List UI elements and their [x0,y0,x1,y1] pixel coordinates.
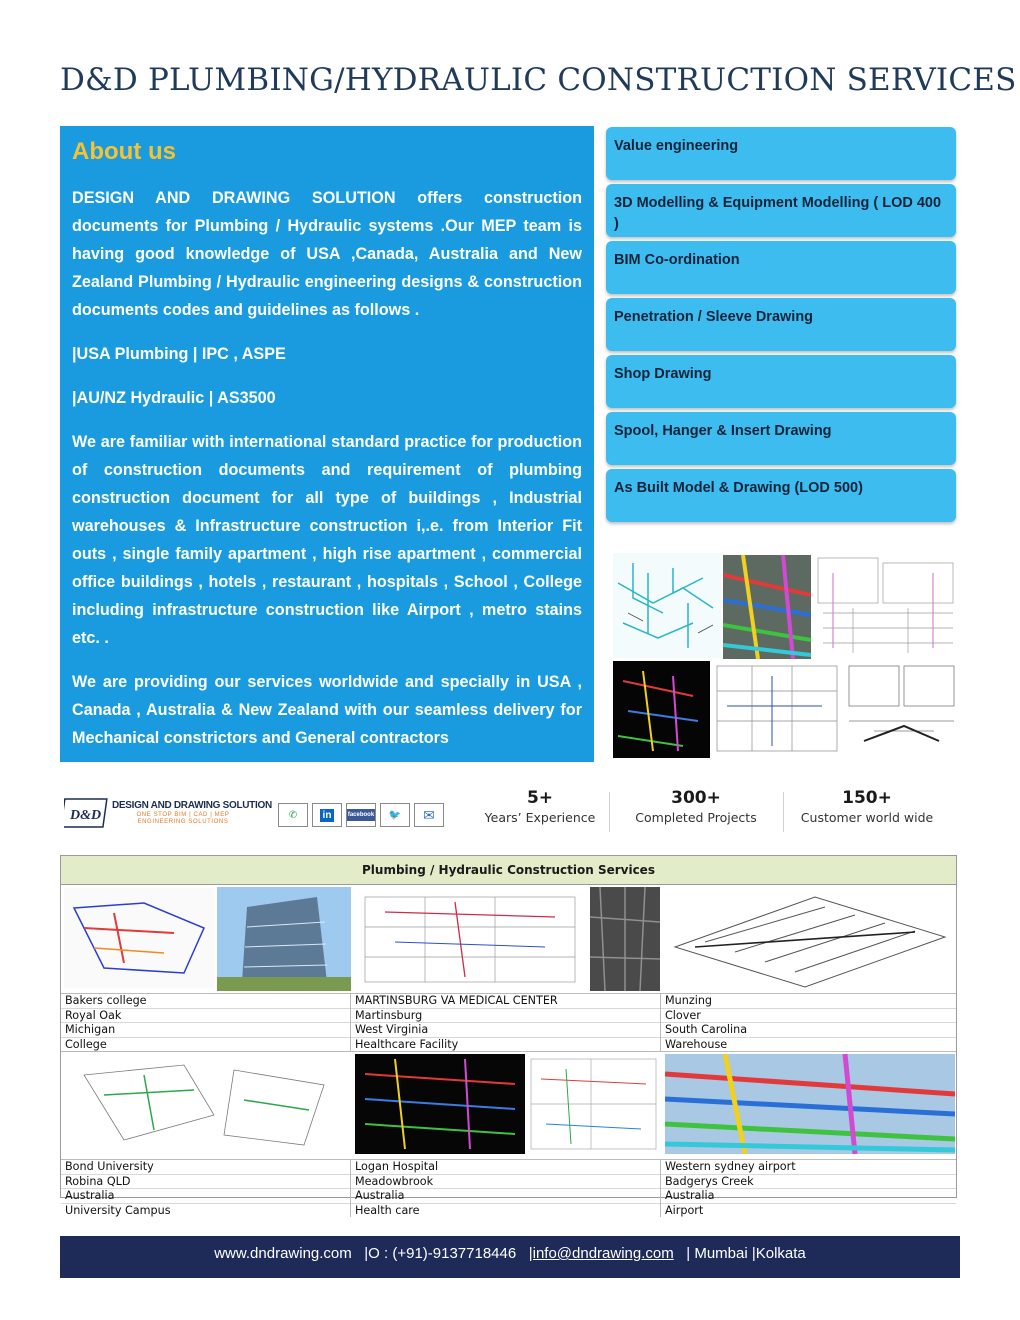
project-region: South Carolina [661,1023,956,1038]
project-city: Badgerys Creek [661,1175,956,1190]
email-icon[interactable]: ✉ [414,803,444,827]
stat-projects-label: Completed Projects [635,810,757,825]
service-bim-coordination: BIM Co-ordination [606,241,956,294]
phone-number: |O : (+91)-9137718446 [364,1245,517,1262]
stat-projects-number: 300+ [671,788,721,808]
contact-footer [60,1236,960,1278]
services-list [606,127,956,526]
logan-hospital-model-image [355,1054,525,1154]
project-city: Clover [661,1009,956,1024]
munzing-3d-model-image [665,887,955,991]
martinsburg-plan-image [355,887,587,991]
linkedin-icon[interactable]: in [312,803,342,827]
service-shop-drawing: Shop Drawing [606,355,956,408]
projects-text-row-1 [61,993,956,1051]
twitter-icon[interactable]: 🐦 [380,803,410,827]
project-type: College [65,1037,107,1051]
page-title: D&D PLUMBING/HYDRAULIC CONSTRUCTION SERVICES [60,62,1017,98]
about-panel [60,126,594,762]
whatsapp-icon[interactable]: ✆ [278,803,308,827]
project-region: Michigan [61,1023,350,1038]
service-3d-modelling: 3D Modelling & Equipment Modelling ( LOD 400 ) [606,184,956,237]
project-region: Australia [661,1189,956,1204]
aunz-code-line: |AU/NZ Hydraulic | AS3500 [72,389,276,407]
project-bond-university [61,1160,351,1217]
drawing-collage [613,553,959,758]
facebook-icon[interactable]: facebook [346,803,376,827]
stat-divider [609,792,610,832]
project-martinsburg [351,994,661,1051]
projects-image-row-2 [61,1051,956,1159]
project-bakers-college [61,994,351,1051]
projects-text-row-2 [61,1159,956,1217]
project-logan-hospital [351,1160,661,1217]
service-value-engineering: Value engineering [606,127,956,180]
project-name: Munzing [661,994,956,1009]
company-name: DESIGN AND DRAWING SOLUTION [112,800,272,811]
about-intro: DESIGN AND DRAWING SOLUTION offers construction documents for Plumbing / Hydraulic systems .Our MEP team is having good knowledge of USA ,Canada, Australia and New Zealand Plumbing / Hydraulic engineering designs & construction documents codes and guidelines as follows . [72,189,582,319]
website-link[interactable]: www.dndrawing.com [214,1245,352,1262]
project-type: Health care [355,1203,420,1217]
project-region: West Virginia [351,1023,660,1038]
project-city: Martinsburg [351,1009,660,1024]
email-link[interactable]: |info@dndrawing.com [528,1245,674,1262]
bakers-college-plan-image [64,888,214,988]
clash-model-image [613,661,710,758]
project-city: Meadowbrook [351,1175,660,1190]
social-links [278,803,444,827]
bond-university-plan-image [64,1055,346,1155]
stat-customers-label: Customer world wide [800,810,934,825]
about-heading: About us [72,138,176,165]
projects-table [60,855,957,1217]
project-name: Western sydney airport [661,1160,956,1175]
about-familiar: We are familiar with international standard practice for production of construction documents and requirement of plumbing construction document for all type of buildings , Industrial warehouses & Infrastructure construction i,.e. from Interior Fit outs , single family apartment , high rise apartment , commercial office buildings , hotels , restaurant , hospitals , School , College including infrastructure construction like Airport , metro stains etc. . [72,433,582,647]
project-name: Bakers college [61,994,350,1009]
project-munzing [661,994,956,1051]
project-type: Airport [665,1203,704,1217]
logo-text: D&D [70,808,102,823]
company-logo [64,798,108,828]
project-city: Robina QLD [61,1175,350,1190]
bim-3d-model-image [723,555,811,659]
projects-image-row-1 [61,885,956,993]
stat-customers-number: 150+ [842,788,892,808]
stat-customers [787,788,947,825]
section-detail-image [844,661,959,758]
service-as-built: As Built Model & Drawing (LOD 500) [606,469,956,522]
project-region: Australia [351,1189,660,1204]
logan-hospital-plan-image [526,1054,661,1154]
riser-diagram-image [813,553,959,658]
western-sydney-airport-model-image [665,1054,955,1154]
projects-header: Plumbing / Hydraulic Construction Services [61,856,956,885]
project-name: MARTINSBURG VA MEDICAL CENTER [351,994,660,1009]
project-city: Royal Oak [61,1009,350,1024]
project-name: Bond University [61,1160,350,1175]
stat-experience-number: 5+ [526,788,554,808]
about-worldwide: We are providing our services worldwide and specially in USA , Canada , Australia & New Zealand with our seamless delivery for Mechanical constrictors and General contractors [72,673,582,747]
stat-experience [465,788,615,825]
pipe-isometric-image [613,553,721,658]
company-tagline: ONE STOP BIM | CAD | MEP ENGINEERING SOLUTIONS [136,812,230,825]
usa-code-line: |USA Plumbing | IPC , ASPE [72,345,286,363]
office-locations: | Mumbai |Kolkata [686,1245,806,1262]
project-western-sydney-airport [661,1160,956,1217]
company-stats-strip [60,786,960,838]
project-type: University Campus [65,1203,171,1217]
service-penetration-sleeve: Penetration / Sleeve Drawing [606,298,956,351]
bakers-college-building-image [217,887,351,991]
service-spool-hanger: Spool, Hanger & Insert Drawing [606,412,956,465]
project-name: Logan Hospital [351,1160,660,1175]
martinsburg-photo-image [590,887,660,991]
stat-divider [783,792,784,832]
project-type: Warehouse [665,1037,728,1051]
floor-plan-image [712,661,842,758]
stat-projects [617,788,775,825]
project-type: Healthcare Facility [355,1037,459,1051]
project-region: Australia [61,1189,350,1204]
stat-experience-label: Years’ Experience [484,810,596,825]
